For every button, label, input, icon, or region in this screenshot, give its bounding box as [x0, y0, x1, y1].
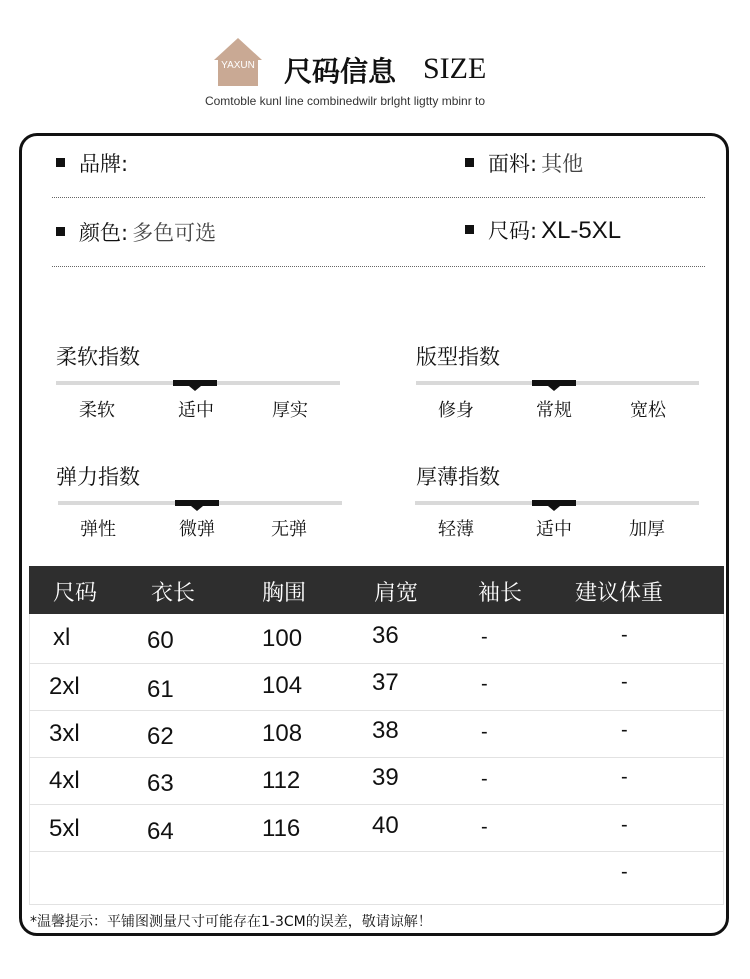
cell-length: 61: [147, 676, 174, 703]
col-header-weight: 建议体重: [575, 581, 664, 606]
logo-roof-shape: [214, 38, 262, 60]
cell-chest: 112: [262, 767, 301, 794]
cell-size: 3xl: [49, 720, 80, 747]
cell-size: 4xl: [49, 767, 80, 794]
color-label: 颜色:: [79, 221, 129, 245]
size-label: 尺码:: [488, 219, 538, 243]
marker-notch-icon: [548, 506, 560, 511]
cell-sleeve: -: [481, 626, 488, 648]
bullet-icon: [56, 227, 65, 236]
cell-chest: 108: [262, 720, 303, 747]
softness-option: 厚实: [272, 400, 308, 421]
cell-chest: 116: [262, 815, 301, 842]
cell-sleeve: -: [481, 721, 488, 743]
info-color: [56, 217, 216, 247]
col-header-size: 尺码: [53, 581, 98, 606]
page-title-en: SIZE: [423, 52, 487, 85]
cell-sleeve: -: [481, 768, 488, 790]
fit-index-title: 版型指数: [416, 345, 500, 369]
thickness-option: 轻薄: [438, 519, 474, 540]
cell-length: 60: [147, 627, 174, 654]
cell-shoulder: 39: [372, 764, 399, 791]
brand-label: 品牌:: [79, 152, 129, 176]
dotted-divider: [52, 197, 705, 198]
col-header-length: 衣长: [151, 581, 196, 606]
cell-shoulder: 40: [372, 812, 399, 839]
thickness-option: 加厚: [629, 519, 665, 540]
cell-shoulder: 38: [372, 717, 399, 744]
page-title: 尺码信息: [284, 55, 397, 88]
elasticity-option: 无弹: [271, 519, 307, 540]
cell-length: 63: [147, 770, 174, 797]
cell-weight: -: [621, 624, 628, 646]
thickness-index-title: 厚薄指数: [416, 465, 500, 489]
cell-shoulder: 37: [372, 669, 399, 696]
info-fabric: [465, 148, 583, 178]
bullet-icon: [465, 158, 474, 167]
cell-sleeve: -: [481, 816, 488, 838]
cell-shoulder: 36: [372, 622, 399, 649]
info-size: [465, 215, 621, 245]
cell-length: 62: [147, 723, 174, 750]
marker-notch-icon: [548, 386, 560, 391]
brand-logo: [214, 38, 262, 86]
fit-option: 常规: [536, 400, 572, 421]
thickness-option: 适中: [536, 519, 572, 540]
marker-notch-icon: [189, 386, 201, 391]
softness-option: 柔软: [79, 400, 115, 421]
marker-notch-icon: [191, 506, 203, 511]
bullet-icon: [465, 225, 474, 234]
elasticity-index-title: 弹力指数: [56, 465, 140, 489]
fabric-value: 其他: [541, 152, 584, 176]
cell-weight: -: [621, 719, 628, 741]
size-value: XL-5XL: [541, 217, 622, 244]
fabric-label: 面料:: [488, 152, 538, 176]
cell-chest: 100: [262, 625, 303, 652]
cell-weight: -: [621, 814, 628, 836]
cell-size: 2xl: [49, 673, 80, 700]
color-value: 多色可选: [132, 221, 217, 245]
col-header-chest: 胸围: [262, 581, 307, 606]
cell-size: xl: [53, 624, 71, 651]
elasticity-option: 微弹: [179, 519, 215, 540]
cell-sleeve: -: [481, 673, 488, 695]
cell-length: 64: [147, 818, 174, 845]
softness-option: 适中: [178, 400, 214, 421]
fit-option: 宽松: [630, 400, 666, 421]
info-brand: [56, 148, 132, 178]
col-header-shoulder: 肩宽: [374, 581, 419, 606]
size-table-header: [29, 566, 724, 614]
dotted-divider: [52, 266, 705, 267]
bullet-icon: [56, 158, 65, 167]
cell-weight: -: [621, 671, 628, 693]
cell-size: 5xl: [49, 815, 80, 842]
measurement-note: *温馨提示：平铺图测量尺寸可能存在1-3CM的误差，敬请谅解！: [30, 914, 432, 930]
col-header-sleeve: 袖长: [478, 581, 523, 606]
elasticity-option: 弹性: [80, 519, 116, 540]
page-subtitle: Comtoble kunl line combinedwilr brlght ligtty mbinr to: [204, 94, 486, 108]
logo-text: YAXUN: [221, 60, 255, 71]
softness-index-title: 柔软指数: [56, 345, 140, 369]
table-row: [29, 851, 724, 905]
fit-option: 修身: [438, 400, 474, 421]
cell-weight: -: [621, 861, 628, 883]
cell-chest: 104: [262, 672, 303, 699]
cell-weight: -: [621, 766, 628, 788]
